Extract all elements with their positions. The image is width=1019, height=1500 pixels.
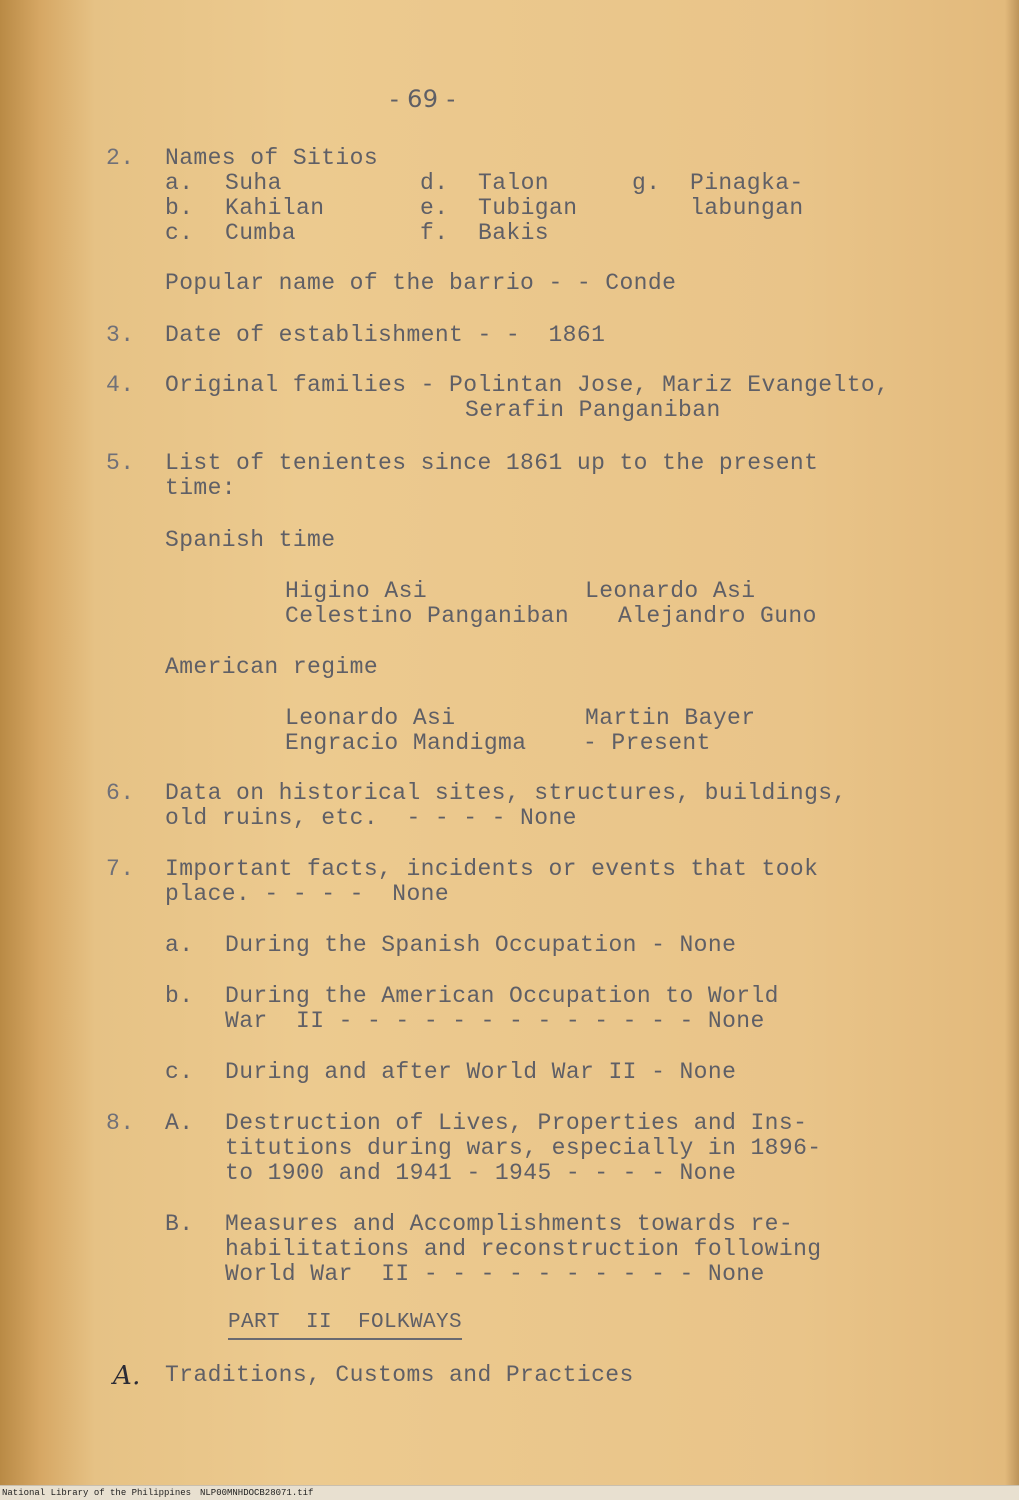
- spanish-teniente-1: Higino Asi: [285, 578, 428, 604]
- footer-library-name: National Library of the Philippines: [2, 1488, 192, 1498]
- item-8B-line3: World War II - - - - - - - - - - None: [225, 1261, 765, 1287]
- item-8A-label: A.: [165, 1110, 194, 1136]
- item-8B-label: B.: [165, 1211, 194, 1237]
- item-7a-label: a.: [165, 932, 194, 958]
- important-facts-line2: place. - - - - None: [165, 881, 450, 907]
- sitio-label-a: a.: [165, 170, 194, 196]
- american-teniente-1: Leonardo Asi: [285, 705, 456, 731]
- date-of-establishment: Date of establishment - - 1861: [165, 322, 606, 348]
- item-7b-label: b.: [165, 983, 194, 1009]
- item-5-number: 5.: [106, 450, 135, 476]
- page-number: - 69 -: [390, 85, 456, 113]
- sitio-name-d: Talon: [478, 170, 550, 196]
- spanish-teniente-4: Alejandro Guno: [618, 603, 817, 629]
- tenientes-line2: time:: [165, 475, 237, 501]
- historical-sites-line2: old ruins, etc. - - - - None: [165, 805, 577, 831]
- item-7c-text: During and after World War II - None: [225, 1059, 737, 1085]
- item-7-number: 7.: [106, 856, 135, 882]
- sitio-label-c: c.: [165, 220, 194, 246]
- part-2-heading: PART II FOLKWAYS: [228, 1310, 462, 1340]
- item-3-number: 3.: [106, 322, 135, 348]
- archive-footer: [0, 1485, 1019, 1500]
- sitio-label-g: g.: [632, 170, 661, 196]
- spanish-teniente-2: Leonardo Asi: [585, 578, 756, 604]
- spanish-time-heading: Spanish time: [165, 527, 336, 553]
- page-edge-shadow: [1005, 0, 1019, 1500]
- popular-name: Popular name of the barrio - - Conde: [165, 270, 677, 296]
- item-2-title: Names of Sitios: [165, 145, 379, 171]
- important-facts-line1: Important facts, incidents or events that took: [165, 856, 819, 882]
- sitio-label-b: b.: [165, 195, 194, 221]
- part-2-subheading: Traditions, Customs and Practices: [165, 1362, 634, 1388]
- handwritten-marker: A.: [113, 1361, 141, 1391]
- item-8B-line2: habilitations and reconstruction following: [225, 1236, 822, 1262]
- sitio-name-a: Suha: [225, 170, 282, 196]
- item-7b-line2: War II - - - - - - - - - - - - - None: [225, 1008, 765, 1034]
- american-teniente-present: - Present: [583, 730, 711, 756]
- spanish-teniente-3: Celestino Panganiban: [285, 603, 570, 629]
- sitio-name-b: Kahilan: [225, 195, 325, 221]
- item-8A-line3: to 1900 and 1941 - 1945 - - - - None: [225, 1160, 737, 1186]
- american-teniente-2: Martin Bayer: [585, 705, 756, 731]
- original-families-line2: Serafin Panganiban: [465, 397, 721, 423]
- original-families-line1: Original families - Polintan Jose, Mariz Evangelto,: [165, 372, 890, 398]
- sitio-name-c: Cumba: [225, 220, 297, 246]
- sitio-name-g-continued: labungan: [690, 195, 804, 221]
- item-2-number: 2.: [106, 145, 135, 171]
- footer-file-name: NLP00MNHDOCB28071.tif: [200, 1488, 314, 1498]
- american-teniente-3: Engracio Mandigma: [285, 730, 527, 756]
- tenientes-line1: List of tenientes since 1861 up to the present: [165, 450, 819, 476]
- historical-sites-line1: Data on historical sites, structures, buildings,: [165, 780, 847, 806]
- american-regime-heading: American regime: [165, 654, 379, 680]
- item-8A-line2: titutions during wars, especially in 1896-: [225, 1135, 822, 1161]
- item-8-number: 8.: [106, 1110, 135, 1136]
- sitio-label-e: e.: [420, 195, 449, 221]
- sitio-label-f: f.: [420, 220, 449, 246]
- sitio-name-g: Pinagka-: [690, 170, 804, 196]
- item-6-number: 6.: [106, 780, 135, 806]
- item-7b-line1: During the American Occupation to World: [225, 983, 779, 1009]
- sitio-name-f: Bakis: [478, 220, 550, 246]
- item-8A-line1: Destruction of Lives, Properties and Ins-: [225, 1110, 808, 1136]
- sitio-label-d: d.: [420, 170, 449, 196]
- item-7c-label: c.: [165, 1059, 194, 1085]
- sitio-name-e: Tubigan: [478, 195, 578, 221]
- item-7a-text: During the Spanish Occupation - None: [225, 932, 737, 958]
- item-4-number: 4.: [106, 372, 135, 398]
- item-8B-line1: Measures and Accomplishments towards re-: [225, 1211, 794, 1237]
